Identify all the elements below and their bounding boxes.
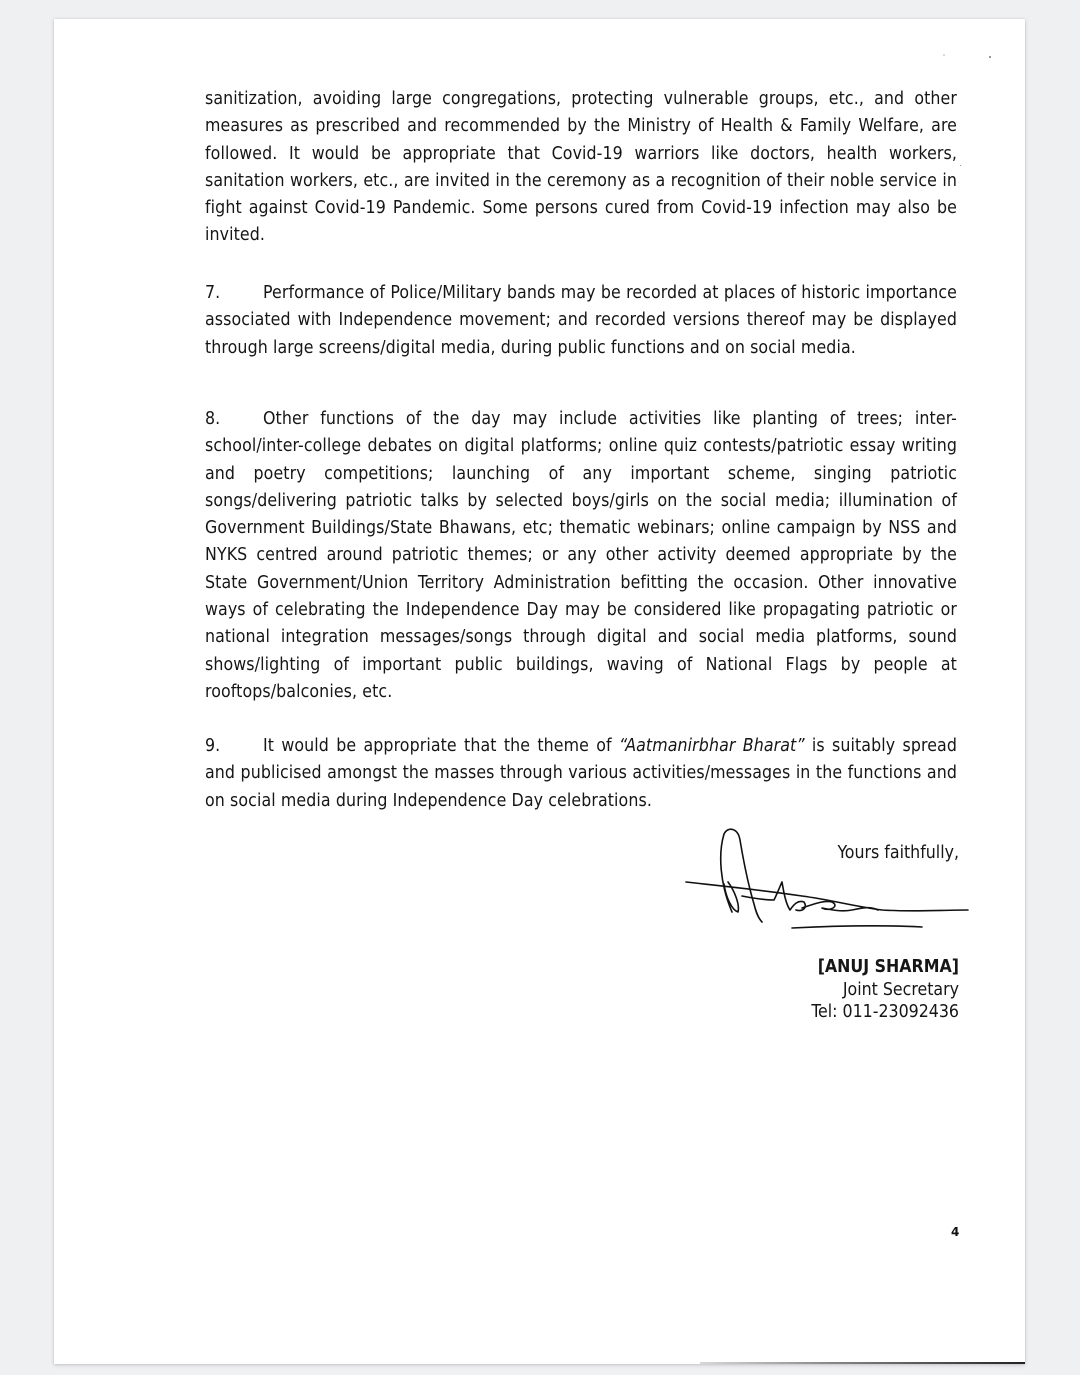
paragraph-text-after: is suitably spread and publicised amongst the masses through various activities/messages in the functions and on social media during Independence Day celebrations.: [205, 736, 957, 811]
page-bottom-edge: [700, 1362, 1025, 1364]
paragraph-text: Other functions of the day may include activities like planting of trees; inter-school/inter-college debates on digital platforms; online quiz contests/patriotic essay writing and poetry competitions; launching of any important scheme, singing patriotic songs/delivering patriotic talks by selected boys/girls on the social media; illumination of Government Buildings/State Bhawans, etc; thematic webinars; online campaign by NSS and NYKS centred around patriotic themes; or any other activity deemed appropriate by the State Government/Union Territory Administration befitting the occasion. Other innovative ways of celebrating the Independence Day may be considered like propagating patriotic or national integration messages/songs through digital and social media platforms, sound shows/lighting of important public buildings, waving of National Flags by people at rooftops/balconies, etc.: [205, 409, 957, 702]
signatory-phone: Tel: 011-23092436: [811, 1002, 959, 1022]
page-number: 4: [951, 1225, 960, 1239]
scan-speck: [989, 56, 991, 58]
paragraph-9: [205, 733, 957, 815]
paragraph-6-continuation: [205, 86, 957, 250]
paragraph-7: [205, 280, 957, 362]
document-page: [54, 19, 1025, 1364]
paragraph-number: 8.: [205, 409, 221, 429]
paragraph-number: 9.: [205, 736, 221, 756]
paragraph-text-before: It would be appropriate that the theme of: [263, 736, 619, 756]
paragraph-8: [205, 406, 957, 706]
signatory-name: [ANUJ SHARMA]: [817, 957, 959, 977]
scan-speck: [943, 54, 945, 56]
scan-speck: [960, 165, 961, 166]
signatory-block: [811, 956, 959, 1024]
signatory-designation: Joint Secretary: [842, 979, 959, 1000]
paragraph-text: Performance of Police/Military bands may be recorded at places of historic importance associated with Independence movement; and recorded versions thereof may be displayed through large screens/digital media, during public functions and on social media.: [205, 283, 957, 358]
paragraph-text: sanitization, avoiding large congregations, protecting vulnerable groups, etc., and other measures as prescribed and recommended by the Ministry of Health & Family Welfare, are followed. It would be appropriate that Covid-19 warriors like doctors, health workers, sanitation workers, etc., are invited in the ceremony as a recognition of their noble service in fight against Covid-19 Pandemic. Some persons cured from Covid-19 infection may also be invited.: [205, 89, 957, 246]
paragraph-number: 7.: [205, 283, 221, 303]
closing-salutation: Yours faithfully,: [837, 843, 959, 863]
handwritten-signature: [682, 824, 972, 934]
aatmanirbhar-bharat-emphasis: “Aatmanirbhar Bharat”: [619, 736, 805, 756]
